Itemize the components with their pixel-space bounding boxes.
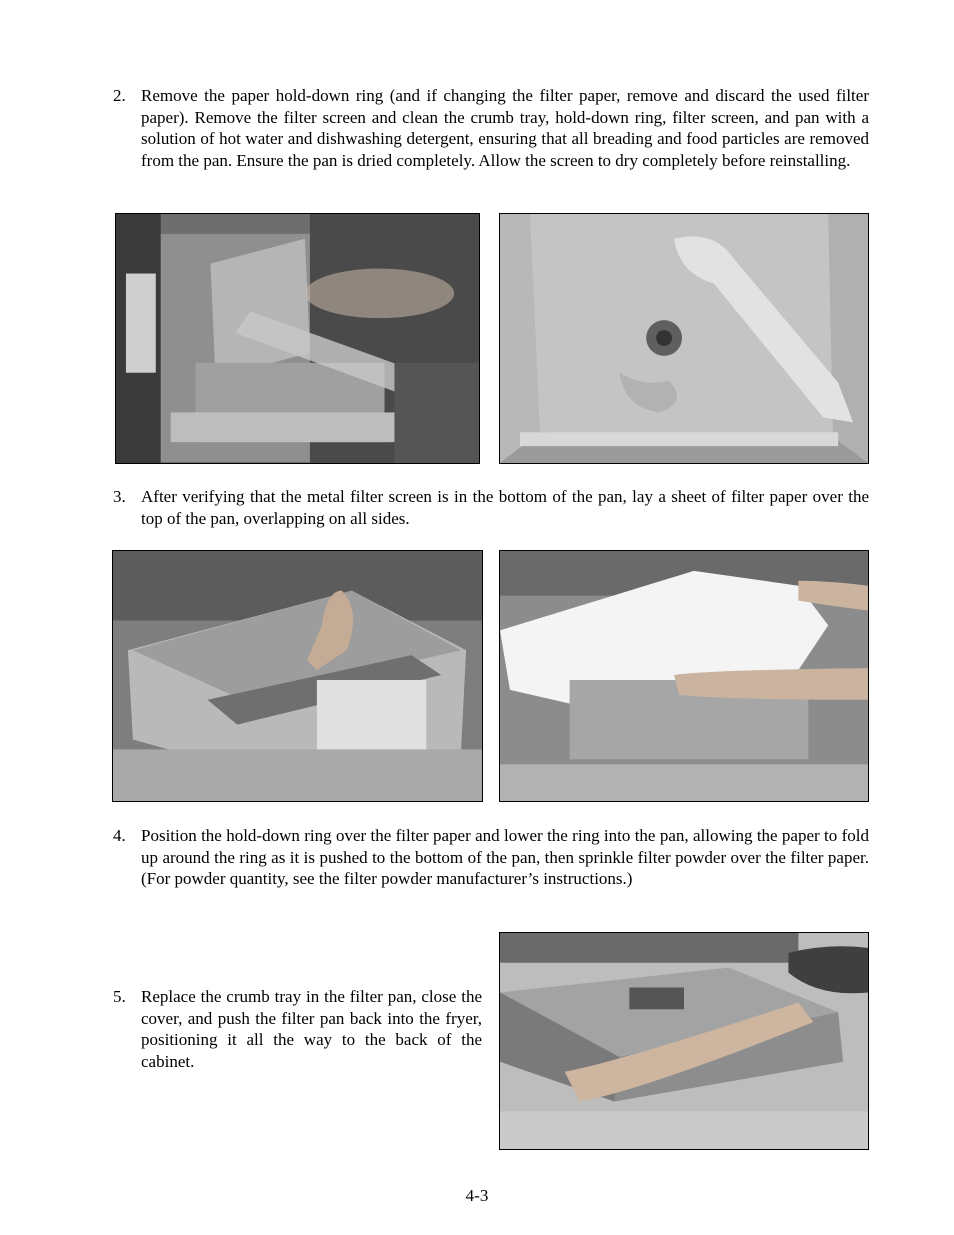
step-4 (113, 825, 869, 890)
photo-laying-filter-paper (499, 550, 869, 802)
photo-filter-screen-in-pan (112, 550, 483, 802)
step-number: 2. (113, 86, 126, 105)
step-number: 4. (113, 826, 126, 845)
step-text: After verifying that the metal filter screen is in the bottom of the pan, lay a sheet of filter paper over the top of the pan, overlapping on all sides. (141, 487, 869, 528)
step-text: Position the hold-down ring over the filter paper and lower the ring into the pan, allowing the paper to fold up around the ring as it is pushed to the bottom of the pan, then sprinkle filter powder over the filter paper. (For powder quantity, see the filter powder manufacturer’s instructions.) (141, 826, 869, 889)
photo-cleaning-pan (499, 213, 869, 464)
step-3 (113, 486, 869, 529)
page-number: 4-3 (465, 1186, 489, 1205)
step-5 (113, 986, 482, 1072)
step-text: Remove the paper hold-down ring (and if changing the filter paper, remove and discard the used filter paper). Remove the filter screen and clean the crumb tray, hold-down ring, filter screen, and pan with a solution of hot water and dishwashing detergent, ensuring that all breading and food particles are removed from the pan. Ensure the pan is dried completely. Allow the screen to dry completely before reinstalling. (141, 86, 869, 170)
step-text: Replace the crumb tray in the filter pan, close the cover, and push the filter pan back into the fryer, positioning it all the way to the back of the cabinet. (141, 987, 482, 1071)
step-number: 5. (113, 987, 126, 1006)
photo-replacing-crumb-tray (499, 932, 869, 1150)
step-number: 3. (113, 487, 126, 506)
photo-removing-hold-down-ring (115, 213, 480, 464)
step-2 (113, 85, 869, 171)
